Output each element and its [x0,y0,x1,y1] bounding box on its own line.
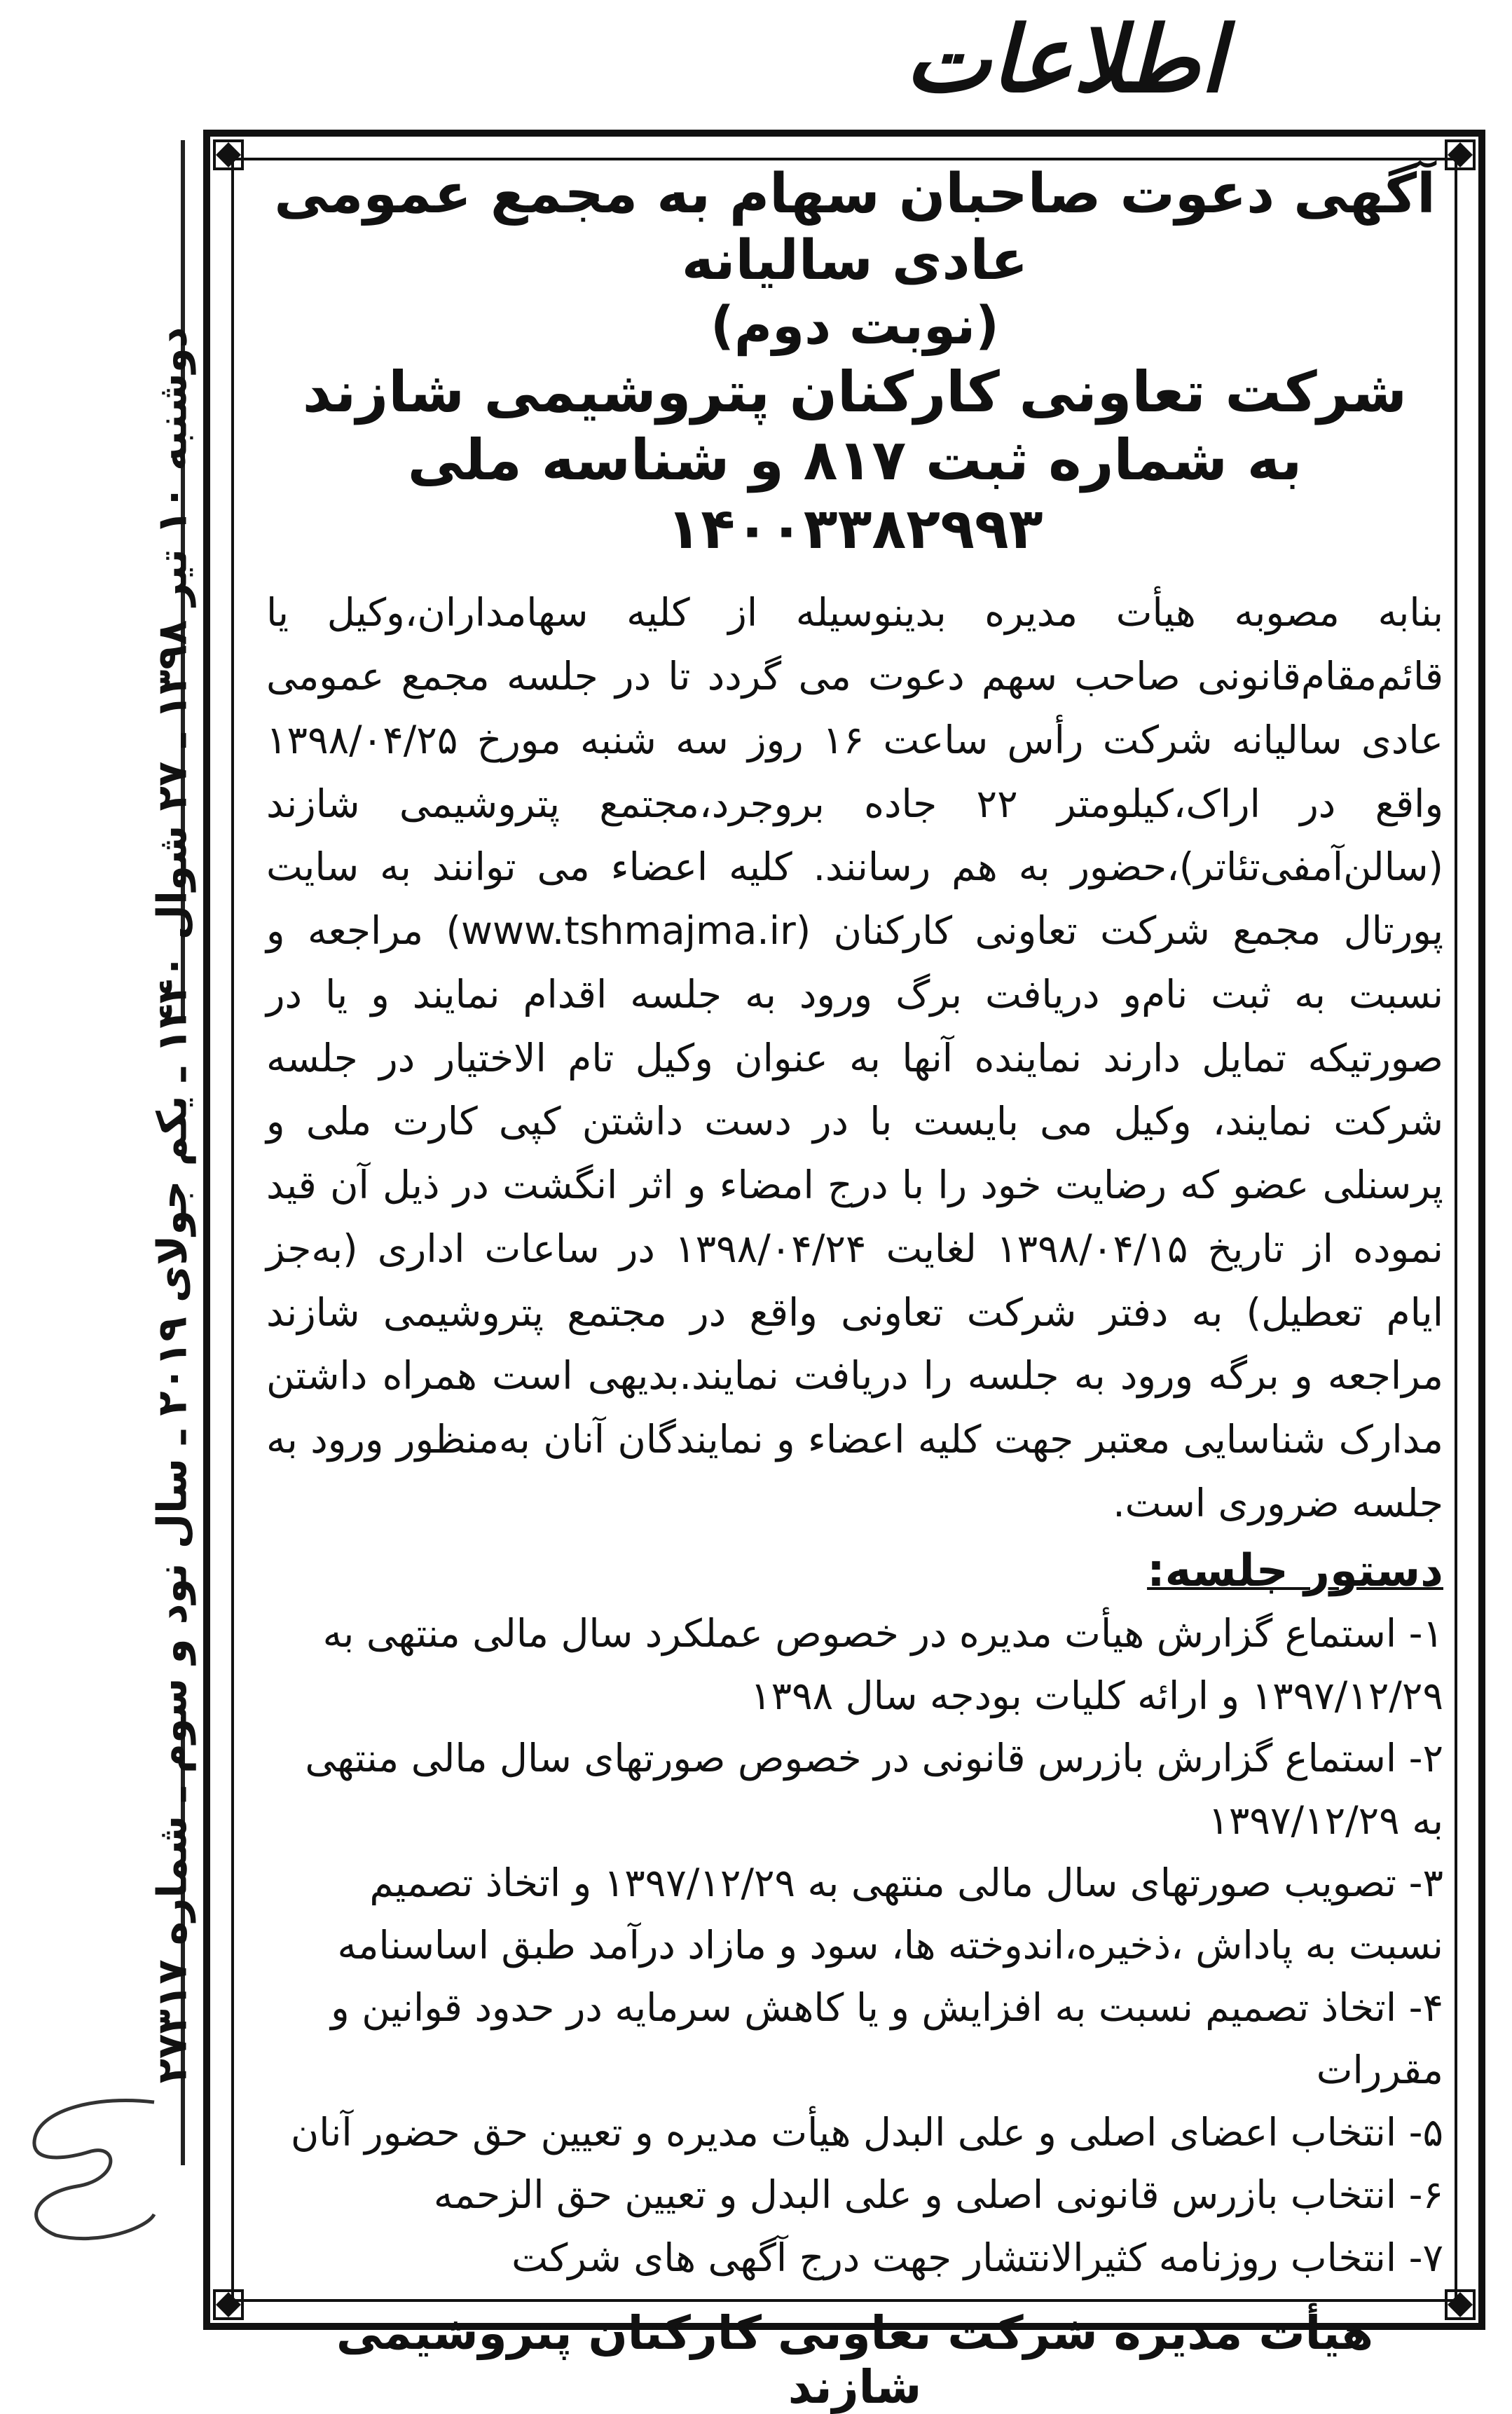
newspaper-masthead: اطلاعات [905,6,1225,113]
agenda-item: ۱- استماع گزارش هیأت مدیره در خصوص عملکرد سال مالی منتهی به ۱۳۹۷/۱۲/۲۹ و ارائه کلیات بودجه سال ۱۳۹۸ [322,1610,1443,1718]
agenda-item: ۴- اتخاذ تصمیم نسبت به افزایش و یا کاهش سرمایه در حدود قوانین و مقررات [331,1985,1443,2093]
corner-ornament-icon [210,137,247,173]
notice-round: (نوبت دوم) [710,296,999,357]
agenda-item: ۳- تصویب صورتهای سال مالی منتهی به ۱۳۹۷/۱۲/۲۹ و اتخاذ تصمیم نسبت به پاداش ،ذخیره،اندوخته ها، سود و مازاد درآمد طبق اساسنامه [337,1860,1443,1968]
agenda-item: ۵- انتخاب اعضای اصلی و علی البدل هیأت مدیره و تعیین حق حضور آنان [290,2110,1443,2155]
signature-line: هیأت مدیره شرکت تعاونی کارکنان پتروشیمی شازند [336,2305,1374,2414]
agenda-item: ۲- استماع گزارش بازرس قانونی در خصوص صورتهای سال مالی منتهی به ۱۳۹۷/۱۲/۲۹ [305,1735,1443,1843]
agenda-item: ۷- انتخاب روزنامه کثیرالانتشار جهت درج آگهی های شرکت [511,2235,1443,2280]
company-name: شرکت تعاونی کارکنان پتروشیمی شازند [302,359,1408,425]
date-issue-text: دوشنبه ۱۰ تیر ۱۳۹۸ ـ ۲۷ شوال ۱۴۴۰ ـ یکم جولای ۲۰۱۹ ـ سال نود و سوم ـ شماره ۲۷۳۱۷ [148,327,195,2084]
corner-ornament-icon [1442,137,1478,173]
handwritten-mark-icon [14,2088,168,2249]
notice-content [266,161,1444,2414]
agenda-item: ۶- انتخاب بازرس قانونی اصلی و علی البدل و تعیین حق الزحمه [433,2172,1443,2218]
corner-ornament-icon [1442,2286,1478,2323]
corner-ornament-icon [210,2286,247,2323]
notice-title: آگهی دعوت صاحبان سهام به مجمع عمومی عادی سالیانه [274,163,1436,293]
agenda-title: دستور جلسه: [1147,1544,1443,1597]
agenda-list [266,1603,1443,2289]
registration-info: به شماره ثبت ۸۱۷ و شناسه ملی ۱۴۰۰۳۳۸۲۹۹۳ [407,427,1303,561]
notice-body: بنابه مصوبه هیأت مدیره بدینوسیله از کلیه سهامداران،وکیل یا قائم‌مقام‌قانونی صاحب سهم دعوت می گردد تا در جلسه مجمع عمومی عادی سالیانه شرکت رأس ساعت ۱۶ روز سه شنبه مورخ ۱۳۹۸/۰۴/۲۵ واقع در اراک،کیلومتر ۲۲ جاده بروجرد،مجتمع پتروشیمی شازند (سالن‌آمفی‌تئاتر)،حضور به هم رسانند. کلیه اعضاء می توانند به سایت پورتال مجمع شرکت تعاونی کارکنان (www.tshmajma.ir) مراجعه و نسبت به ثبت نام‌و دریافت برگ ورود به جلسه اقدام نمایند و یا در صورتیکه تمایل دارند نماینده آنها به عنوان وکیل تام الاختیار در جلسه شرکت نمایند، وکیل می بایست با در دست داشتن کپی کارت ملی و پرسنلی عضو که رضایت خود را با درج امضاء و اثر انگشت در ذیل آن قید نموده از تاریخ ۱۳۹۸/۰۴/۱۵ لغایت ۱۳۹۸/۰۴/۲۴ در ساعات اداری (به‌جز ایام تعطیل) به دفتر شرکت تعاونی واقع در مجتمع پتروشیمی شازند مراجعه و برگه ورود به جلسه را دریافت نمایند.بدیهی است همراه داشتن مدارک شناسایی معتبر جهت کلیه اعضاء و نمایندگان آنان به‌منظور ورود به جلسه ضروری است. [266,590,1444,1525]
